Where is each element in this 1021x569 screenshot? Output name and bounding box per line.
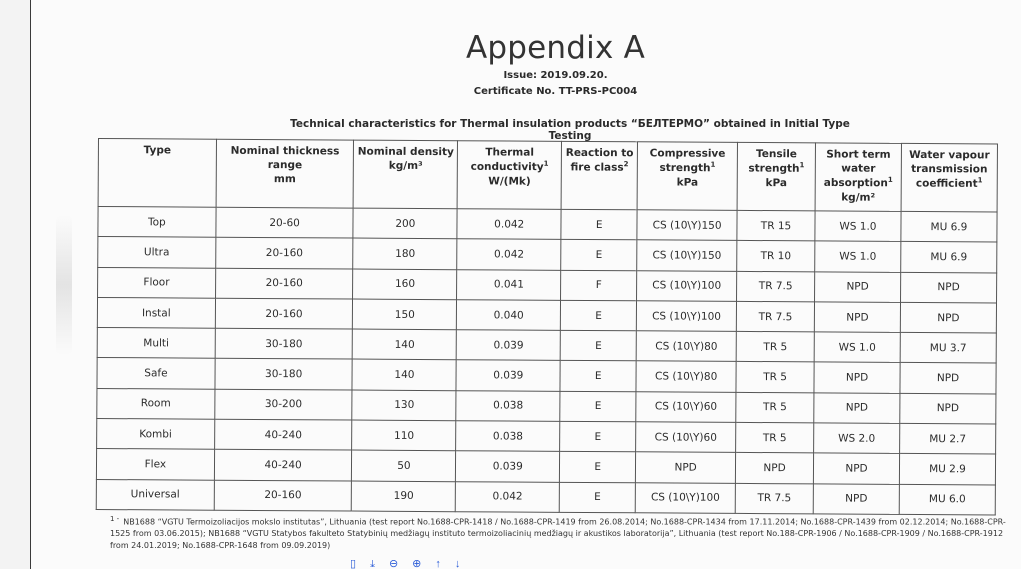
- table-cell: CS (10\Y)150: [637, 240, 737, 271]
- table-cell: E: [561, 209, 637, 240]
- column-label: Thermal conductivity: [470, 146, 544, 174]
- table-cell: E: [559, 482, 635, 513]
- table-caption: Technical characteristics for Thermal insulation products “БЕЛТЕРМО” obtained in Initial Type Testing: [290, 118, 850, 142]
- table-row: [96, 479, 995, 515]
- table-cell: E: [560, 421, 636, 452]
- column-header: [354, 140, 458, 209]
- column-unit: mm: [273, 173, 296, 186]
- table-cell: NPD: [900, 302, 996, 333]
- column-label: Nominal thickness range: [230, 144, 340, 172]
- table-cell: TR 15: [737, 210, 815, 241]
- table-cell: MU 2.7: [900, 423, 996, 454]
- page-title: Appendix A: [466, 30, 645, 66]
- table-cell: TR 7.5: [736, 301, 814, 332]
- column-footnote-ref: 1: [710, 160, 716, 169]
- column-footnote-ref: 2: [623, 160, 629, 169]
- product-type-cell: Ultra: [98, 237, 216, 268]
- table-cell: MU 6.0: [899, 484, 995, 515]
- download-icon[interactable]: ⤓: [370, 560, 375, 569]
- column-header: [901, 143, 997, 212]
- product-type-cell: Floor: [98, 267, 216, 298]
- table-cell: 20-160: [215, 268, 353, 299]
- column-header: [637, 142, 737, 211]
- table-cell: 0.042: [457, 239, 561, 270]
- column-footnote-ref: 1: [799, 161, 805, 170]
- zoom-out-icon[interactable]: ⊖: [388, 560, 399, 569]
- table-cell: WS 1.0: [815, 241, 901, 272]
- table-cell: NPD: [814, 302, 900, 333]
- table-cell: 200: [353, 208, 457, 239]
- product-type-cell: Instal: [97, 297, 215, 328]
- table-cell: TR 5: [736, 422, 814, 453]
- zoom-in-icon[interactable]: ⊕: [412, 560, 422, 569]
- document-icon[interactable]: ▯: [350, 560, 357, 569]
- column-label: Compressive strength: [649, 147, 726, 175]
- table-cell: MU 2.9: [899, 454, 995, 485]
- table-cell: MU 6.9: [901, 242, 997, 273]
- issue-date: Issue: 2019.09.20.: [503, 70, 608, 81]
- viewer-toolbar: [350, 560, 460, 569]
- table-cell: NPD: [814, 393, 900, 424]
- table-cell: TR 7.5: [737, 271, 815, 302]
- up-icon[interactable]: ↑: [435, 560, 441, 569]
- table-cell: 0.041: [457, 269, 561, 300]
- table-cell: CS (10\Y)80: [636, 361, 736, 392]
- column-header: [815, 143, 901, 212]
- column-header: [98, 139, 216, 208]
- table-cell: E: [561, 300, 637, 331]
- table-cell: CS (10\Y)150: [637, 210, 737, 241]
- table-cell: E: [560, 452, 636, 483]
- table-cell: 0.040: [457, 300, 561, 331]
- table-cell: 20-60: [216, 207, 354, 238]
- table-cell: WS 1.0: [814, 332, 900, 363]
- table-cell: MU 3.7: [900, 333, 996, 364]
- column-unit: kg/m³: [388, 159, 423, 173]
- table-cell: NPD: [900, 363, 996, 394]
- column-unit: kg/m²: [841, 191, 876, 204]
- table-cell: TR 5: [736, 332, 814, 363]
- column-unit: W/(Mk): [488, 175, 531, 188]
- table-cell: 130: [352, 390, 456, 421]
- table-cell: TR 10: [737, 241, 815, 272]
- table-cell: NPD: [735, 453, 813, 484]
- product-type-cell: Universal: [96, 479, 214, 510]
- table-cell: 30-180: [215, 359, 353, 390]
- table-cell: 140: [353, 329, 457, 360]
- column-footnote-ref: 1: [977, 176, 983, 185]
- table-body: [96, 207, 997, 515]
- column-header: [561, 141, 637, 209]
- column-header: [457, 141, 561, 210]
- table-cell: CS (10\Y)80: [636, 331, 736, 362]
- column-label: Reaction to fire class: [565, 146, 634, 174]
- table-cell: 20-160: [215, 238, 353, 269]
- table-cell: 0.038: [456, 390, 560, 421]
- table-cell: 20-160: [214, 480, 352, 511]
- column-footnote-ref: 1: [887, 176, 893, 185]
- table-cell: CS (10\Y)60: [636, 392, 736, 423]
- table-cell: E: [560, 331, 636, 362]
- table-cell: 0.039: [456, 360, 560, 391]
- table-cell: 0.042: [457, 209, 561, 240]
- table-cell: NPD: [900, 272, 996, 303]
- column-header: [216, 139, 354, 208]
- table-cell: 0.042: [456, 481, 560, 512]
- table-cell: CS (10\Y)100: [636, 301, 736, 332]
- scan-artifact: [56, 215, 72, 355]
- table-cell: 0.038: [456, 421, 560, 452]
- product-type-cell: Flex: [96, 449, 214, 480]
- table-cell: 140: [352, 360, 456, 391]
- certificate-number: Certificate No. TT-PRS-PC004: [473, 86, 638, 97]
- table-cell: CS (10\Y)100: [635, 482, 735, 513]
- column-label: Nominal density: [357, 145, 454, 159]
- product-type-cell: Kombi: [97, 419, 215, 450]
- product-type-cell: Top: [98, 207, 216, 238]
- column-unit: kPa: [765, 176, 788, 190]
- table-header: [98, 139, 997, 212]
- table-cell: E: [560, 391, 636, 422]
- table-cell: 0.039: [456, 330, 560, 361]
- table-cell: NPD: [815, 271, 901, 302]
- table-cell: 180: [353, 238, 457, 269]
- table-cell: 20-160: [215, 298, 353, 329]
- footnote-text: NB1688 “VGTU Termoizoliacijos mokslo institutas”, Lithuania (test report No.1688-CPR-1418 / No.1688-CPR-1419 from 26.08.2014; No.1688-CPR-1434 from 17.11.2014; No.1688-CPR-1439 from 02.12.2014; No.1688-CPR-1525 from 03.06.2015); NB1688 “VGTU Statybos fakulteto Statybinių medžiagų instituto termoizoliacinių medžiagų ir akustikos laboratorija”, Lithuania (test report No.188-CPR-1906 / No.1688-CPR-1909 / No.1688-CPR-1912 from 24.01.2019; No.1688-CPR-1648 from 09.09.2019): [110, 517, 1006, 550]
- column-label: Water vapour transmission coefficient: [909, 148, 990, 191]
- column-label: Short term water absorption: [823, 148, 891, 190]
- table-cell: NPD: [813, 453, 899, 484]
- table-cell: TR 5: [736, 362, 814, 393]
- table-cell: 150: [353, 299, 457, 330]
- column-header: [737, 142, 815, 210]
- table-cell: 50: [352, 450, 456, 481]
- table-cell: 40-240: [214, 419, 352, 450]
- footnote: [110, 514, 1010, 551]
- document-page: [30, 0, 1021, 569]
- footnote-mark: 1 -: [110, 515, 120, 523]
- product-type-cell: Multi: [97, 328, 215, 359]
- table-cell: WS 1.0: [815, 211, 901, 242]
- column-label: Tensile strength: [748, 148, 800, 175]
- down-icon[interactable]: ↓: [454, 560, 461, 569]
- table-cell: 30-180: [215, 328, 353, 359]
- table-cell: CS (10\Y)60: [636, 422, 736, 453]
- table-cell: NPD: [814, 362, 900, 393]
- table-cell: NPD: [636, 452, 736, 483]
- product-type-cell: Room: [97, 388, 215, 419]
- table-cell: E: [561, 240, 637, 271]
- table-cell: 0.039: [456, 451, 560, 482]
- table-cell: 160: [353, 269, 457, 300]
- table-cell: NPD: [900, 393, 996, 424]
- table-cell: 40-240: [214, 450, 352, 481]
- table-cell: TR 7.5: [735, 483, 813, 514]
- header-row: [98, 139, 997, 212]
- table-cell: WS 2.0: [814, 423, 900, 454]
- table-cell: 30-200: [215, 389, 353, 420]
- characteristics-table: [96, 138, 998, 515]
- product-type-cell: Safe: [97, 358, 215, 389]
- column-unit: kPa: [676, 176, 699, 189]
- table-cell: TR 5: [736, 392, 814, 423]
- table-cell: E: [560, 361, 636, 392]
- column-footnote-ref: 1: [543, 159, 549, 168]
- table-cell: 190: [352, 481, 456, 512]
- column-label: Type: [143, 144, 172, 157]
- table-cell: F: [561, 270, 637, 301]
- table-cell: CS (10\Y)100: [637, 270, 737, 301]
- table-cell: NPD: [813, 484, 899, 515]
- table-cell: 110: [352, 420, 456, 451]
- table-cell: MU 6.9: [901, 211, 997, 242]
